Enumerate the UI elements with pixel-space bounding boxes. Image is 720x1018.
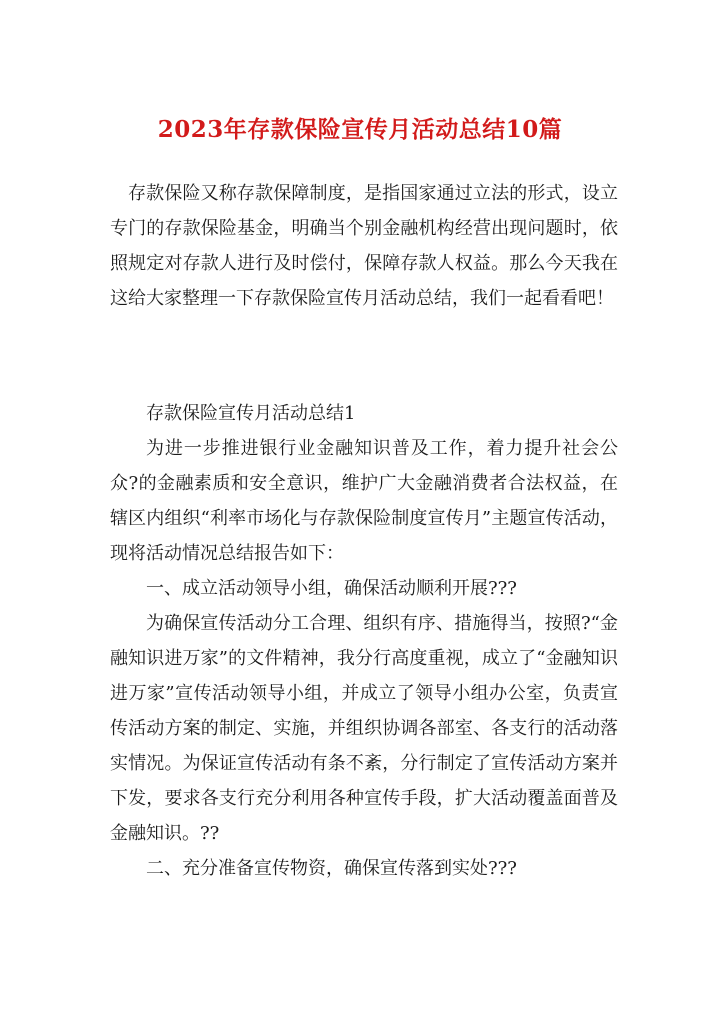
document-title: 2023年存款保险宣传月活动总结10篇 [157, 116, 563, 143]
section-title: 存款保险宣传月活动总结1 [146, 403, 356, 424]
paragraph-1: 为进一步推进银行业金融知识普及工作，着力提升社会公众?的金融素质和安全意识，维护广大金融消费者合法权益，在辖区内组织“利率市场化与存款保险制度宣传月”主题宣传活动，现将活动情况总结报告如下： [110, 438, 618, 564]
heading-2: 二、充分准备宣传物资，确保宣传落到实处??? [146, 858, 517, 879]
section-block [110, 396, 618, 886]
heading-1: 一、成立活动领导小组，确保活动顺利开展??? [146, 578, 517, 599]
intro-paragraph: 存款保险又称存款保障制度，是指国家通过立法的形式，设立专门的存款保险基金，明确当个别金融机构经营出现问题时，依照规定对存款人进行及时偿付，保障存款人权益。那么今天我在这给大家整理一下存款保险宣传月活动总结，我们一起看看吧！ [110, 183, 618, 309]
intro-block [110, 176, 618, 316]
paragraph-2: 为确保宣传活动分工合理、组织有序、措施得当，按照?“金融知识进万家”的文件精神，我分行高度重视，成立了“金融知识进万家”宣传活动领导小组，并成立了领导小组办公室，负责宣传活动方案的制定、实施，并组织协调各部室、各支行的活动落实情况。为保证宣传活动有条不紊，分行制定了宣传活动方案并下发，要求各支行充分利用各种宣传手段，扩大活动覆盖面普及金融知识。?? [110, 613, 618, 844]
